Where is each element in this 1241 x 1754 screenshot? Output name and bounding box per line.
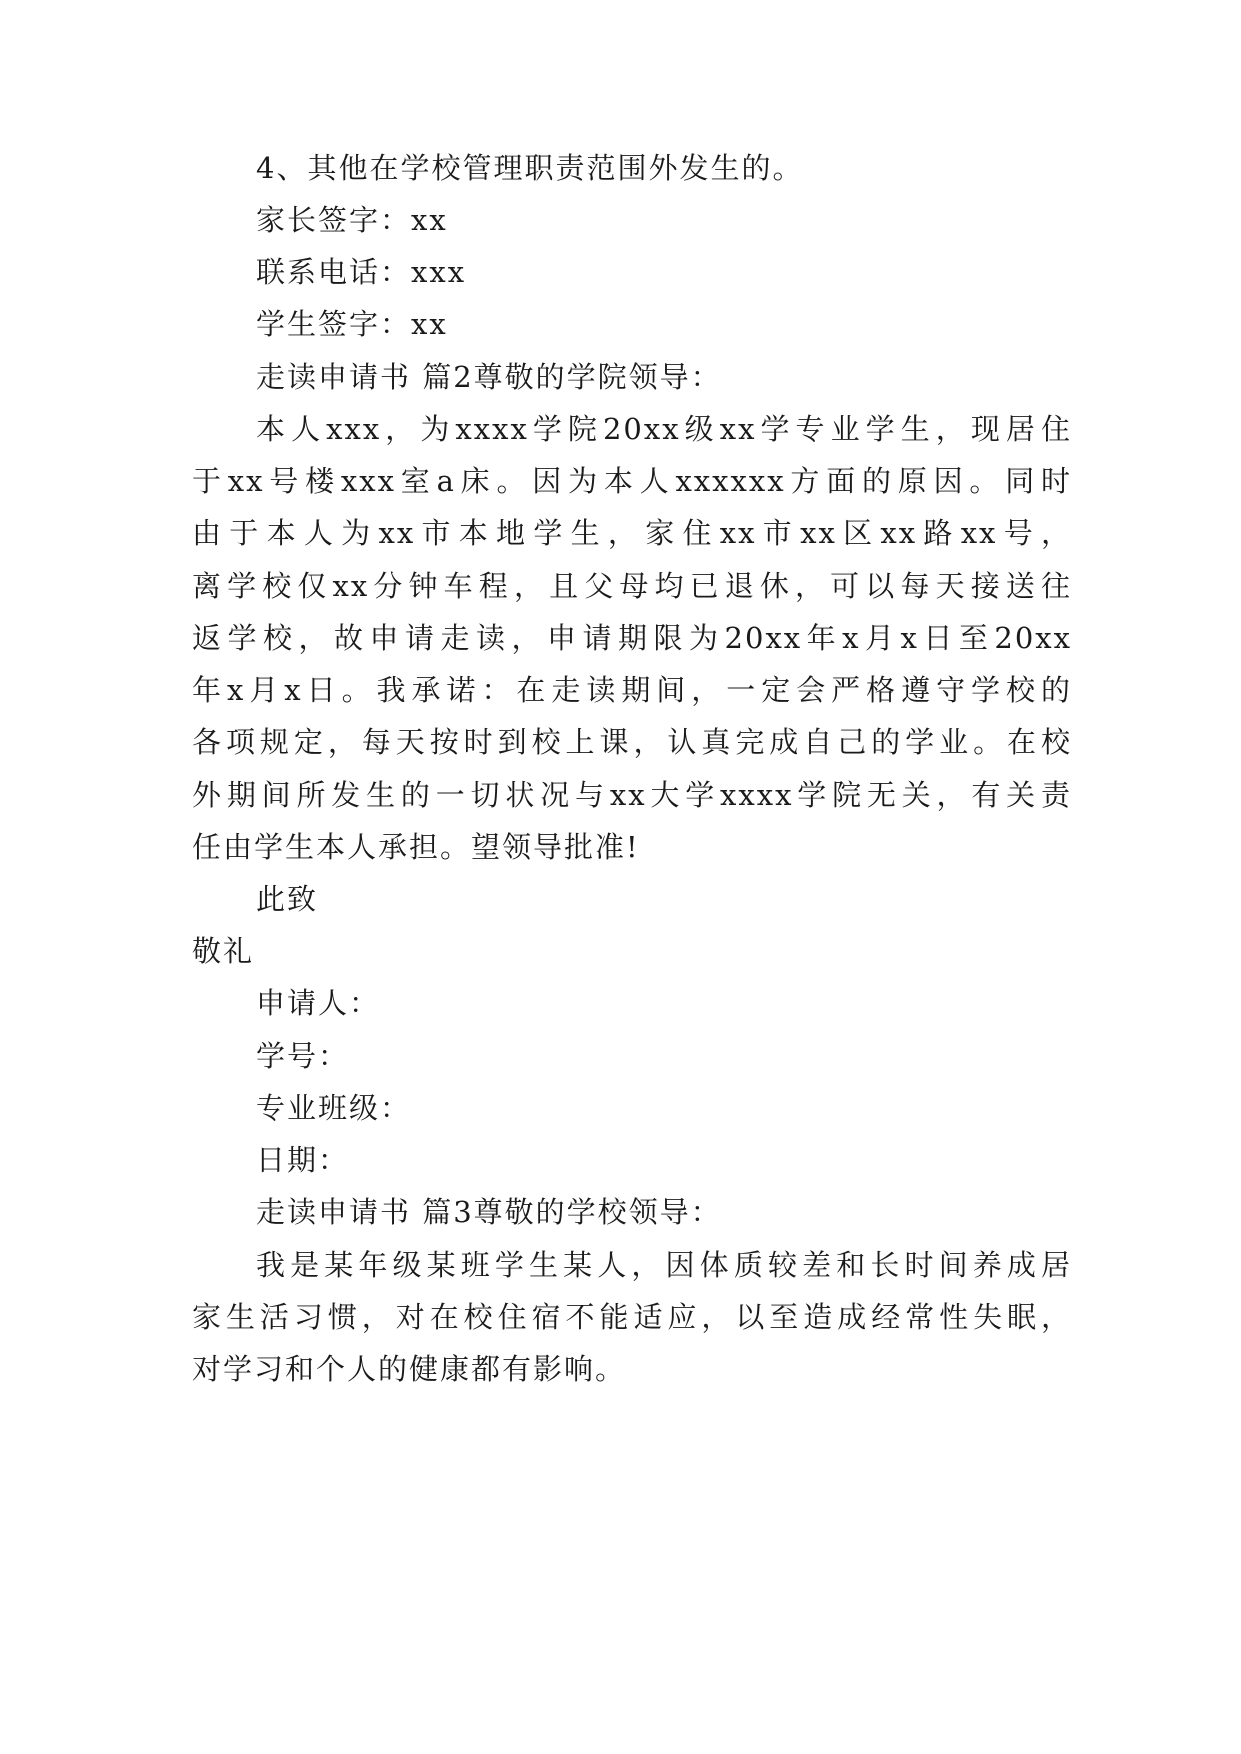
student-signature: 学生签字：xx [256, 307, 448, 341]
paragraph-line: 于xx号楼xxx室a床。因为本人xxxxxx方面的原因。同时 [192, 464, 1072, 498]
section-3-heading: 走读申请书 篇3尊敬的学校领导： [256, 1195, 722, 1229]
paragraph-line: 我是某年级某班学生某人，因体质较差和长时间养成居 [256, 1248, 1072, 1282]
date-field: 日期： [256, 1143, 350, 1177]
paragraph-line: 各项规定，每天按时到校上课，认真完成自己的学业。在校 [192, 725, 1072, 759]
paragraph-line: 离学校仅xx分钟车程，且父母均已退休，可以每天接送往 [192, 569, 1072, 603]
closing-salutation: 此致 [256, 882, 319, 916]
paragraph-line: 任由学生本人承担。望领导批准! [192, 830, 640, 864]
section-2-heading: 走读申请书 篇2尊敬的学院领导： [256, 360, 722, 394]
paragraph-line: 外期间所发生的一切状况与xx大学xxxx学院无关，有关责 [192, 778, 1072, 812]
student-id-field: 学号： [256, 1039, 350, 1073]
closing-regards: 敬礼 [192, 934, 255, 968]
paragraph-line: 年x月x日。我承诺：在走读期间，一定会严格遵守学校的 [192, 673, 1072, 707]
applicant-field: 申请人： [256, 986, 381, 1020]
paragraph-line: 本人xxx，为xxxx学院20xx级xx学专业学生，现居住 [256, 412, 1072, 446]
major-class-field: 专业班级： [256, 1091, 412, 1125]
paragraph-line: 返学校，故申请走读，申请期限为20xx年x月x日至20xx [192, 621, 1072, 655]
contact-phone: 联系电话：xxx [256, 255, 467, 289]
paragraph-line: 对学习和个人的健康都有影响。 [192, 1352, 627, 1386]
parent-signature: 家长签字：xx [256, 203, 448, 237]
clause-4: 4、其他在学校管理职责范围外发生的。 [256, 151, 804, 185]
paragraph-line: 由于本人为xx市本地学生，家住xx市xx区xx路xx号， [192, 516, 1072, 550]
paragraph-line: 家生活习惯，对在校住宿不能适应，以至造成经常性失眠， [192, 1300, 1072, 1334]
